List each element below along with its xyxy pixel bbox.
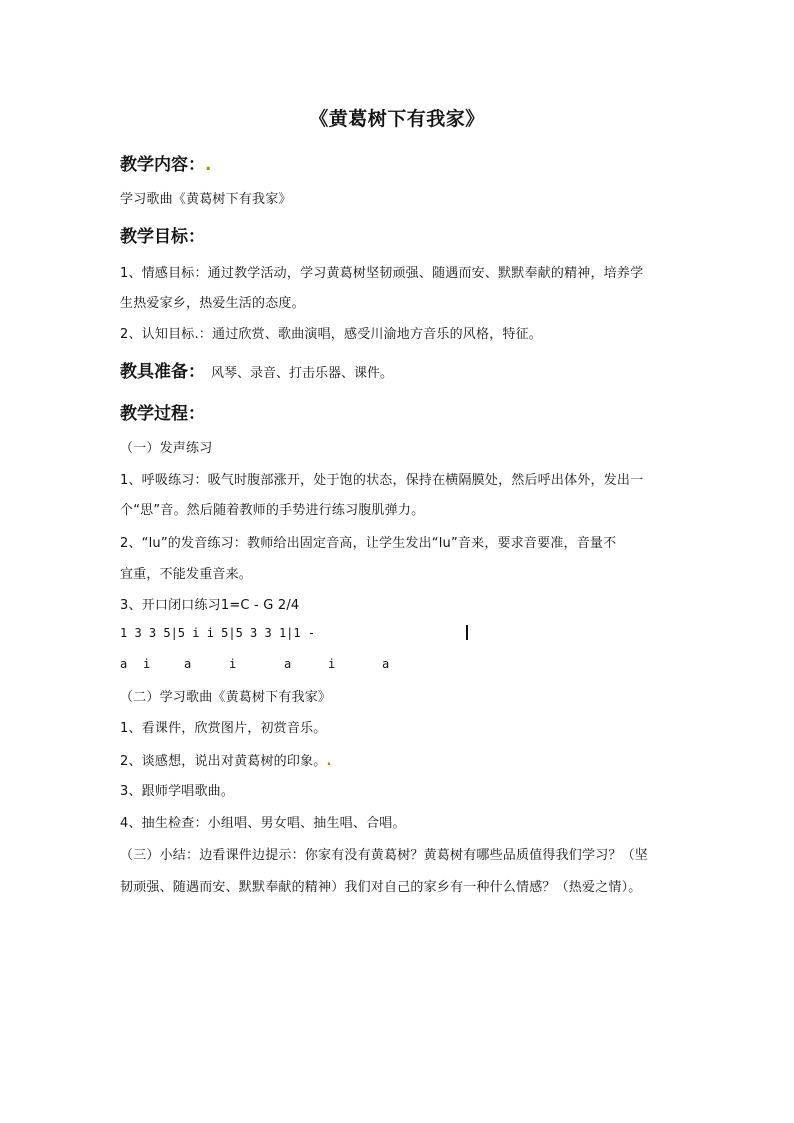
syllable: i [229,657,237,671]
part-2-step-2-text: 2、谈感想，说出对黄葛树的印象。 [120,754,327,769]
process-part-2-title: （二）学习歌曲《黄葛树下有我家》 [120,690,332,705]
syllable: i [328,657,336,671]
goal-1-line-a: 1、情感目标：通过教学活动，学习黄葛树坚韧顽强、随遇而安、默默奉献的精神，培养学 [120,266,644,281]
section-heading-tools [120,357,393,382]
lu-practice-line-a: 2、“lu”的发音练习：教师给出固定音高，让学生发出“lu”音来，要求音要准，音量不 [120,536,617,551]
goal-2-line: 2、认知目标.：通过欣赏、歌曲演唱，感受川渝地方音乐的风格，特征。 [120,327,543,342]
syllable: a [184,657,192,671]
syllable: a [382,657,390,671]
content-heading-text: 教学内容： [120,155,205,175]
part-2-step-1: 1、看课件，欣赏图片，初赏音乐。 [120,721,327,736]
content-text: 学习歌曲《黄葛树下有我家》 [120,192,292,207]
breathing-line-b: 个“思”音。然后随着教师的手势进行练习腹肌弹力。 [120,503,425,518]
tools-heading-text: 教具准备： [120,362,205,382]
goal-1-line-b: 生热爱家乡，热爱生活的态度。 [120,296,305,311]
syllable: i [143,657,151,671]
section-heading-content [120,150,211,175]
syllable: a [284,657,292,671]
music-notation: 1 3 3 5|5 i i 5|5 3 3 1|1 - [120,626,316,640]
stray-dot-mark: . [205,155,212,175]
summary-line-b: 韧顽强、随遇而安、默默奉献的精神）我们对自己的家乡有一种什么情感？（热爱之情）。 [120,880,642,895]
summary-line-a: （三）小结：边看课件边提示：你家有没有黄葛树？黄葛树有哪些品质值得我们学习？（坚 [120,848,649,863]
section-heading-process: 教学过程： [120,404,205,424]
stray-dot-mark: . [326,754,332,769]
part-2-step-4: 4、抽生检查：小组唱、男女唱、抽生唱、合唱。 [120,816,406,831]
process-part-1-title: （一）发声练习 [120,441,213,456]
breathing-line-a: 1、呼吸练习：吸气时腹部涨开，处于饱的状态，保持在横隔膜处，然后呼出体外，发出一 [120,473,644,488]
syllable: a [120,657,128,671]
open-close-practice-line: 3、开口闭口练习1=C - G 2/4 [120,598,300,613]
notation-end-bar [466,625,468,640]
tools-text: 风琴、录音、打击乐器、课件。 [211,366,394,381]
lu-practice-line-b: 宜重，不能发重音来。 [120,567,253,582]
section-heading-goals: 教学目标： [120,227,205,247]
document-title: 《黄葛树下有我家》 [309,108,485,130]
part-2-step-3: 3、跟师学唱歌曲。 [120,784,235,799]
part-2-step-2 [120,750,332,769]
